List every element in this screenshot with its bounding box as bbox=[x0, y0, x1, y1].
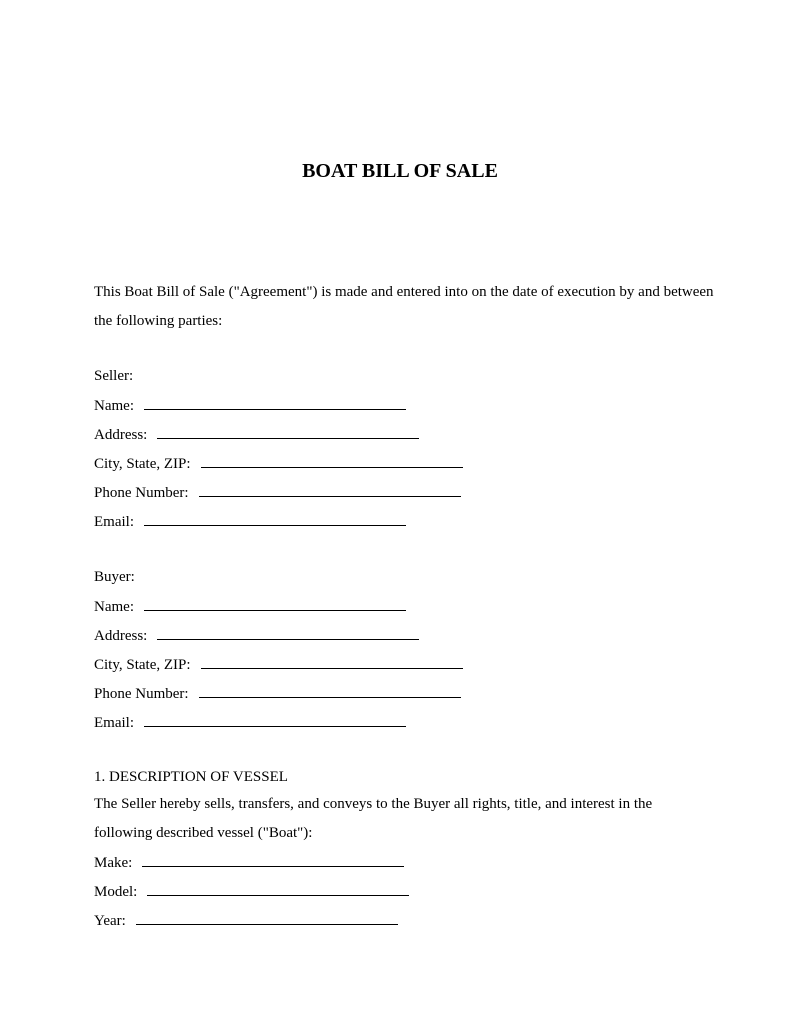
buyer-address-row bbox=[94, 625, 419, 646]
seller-name-row bbox=[94, 395, 406, 416]
buyer-name-row bbox=[94, 596, 406, 617]
seller-heading: Seller: bbox=[94, 368, 134, 384]
document-title: BOAT BILL OF SALE bbox=[302, 160, 498, 182]
boat-year-row bbox=[94, 910, 398, 931]
intro-paragraph: This Boat Bill of Sale ("Agreement") is made and entered into on the date of execution by and between the following parties: bbox=[94, 284, 714, 329]
boat-model-label: Model: bbox=[94, 884, 138, 900]
boat-make-row bbox=[94, 852, 404, 873]
buyer-city-state-zip-label: City, State, ZIP: bbox=[94, 657, 191, 673]
seller-email-label: Email: bbox=[94, 514, 134, 530]
buyer-email-label: Email: bbox=[94, 715, 134, 731]
buyer-address-field[interactable] bbox=[157, 625, 419, 640]
seller-address-row bbox=[94, 424, 419, 445]
boat-model-field[interactable] bbox=[147, 881, 409, 896]
buyer-email-row bbox=[94, 712, 406, 733]
seller-phone-row bbox=[94, 482, 461, 503]
buyer-heading: Buyer: bbox=[94, 569, 135, 585]
seller-city-state-zip-field[interactable] bbox=[201, 453, 463, 468]
buyer-city-state-zip-field[interactable] bbox=[201, 654, 463, 669]
buyer-email-field[interactable] bbox=[144, 712, 406, 727]
seller-city-state-zip-row bbox=[94, 453, 463, 474]
buyer-name-label: Name: bbox=[94, 599, 134, 615]
boat-year-field[interactable] bbox=[136, 910, 398, 925]
buyer-name-field[interactable] bbox=[144, 596, 406, 611]
seller-phone-label: Phone Number: bbox=[94, 485, 189, 501]
seller-city-state-zip-label: City, State, ZIP: bbox=[94, 456, 191, 472]
section-1-heading: 1. DESCRIPTION OF VESSEL bbox=[94, 769, 288, 785]
boat-make-label: Make: bbox=[94, 855, 133, 871]
seller-address-label: Address: bbox=[94, 427, 148, 443]
buyer-phone-field[interactable] bbox=[199, 683, 461, 698]
seller-email-field[interactable] bbox=[144, 511, 406, 526]
buyer-address-label: Address: bbox=[94, 628, 148, 644]
section-1-paragraph: The Seller hereby sells, transfers, and conveys to the Buyer all rights, title, and interest in the following described vessel ("Boat"): bbox=[94, 796, 653, 841]
boat-make-field[interactable] bbox=[142, 852, 404, 867]
seller-name-field[interactable] bbox=[144, 395, 406, 410]
seller-email-row bbox=[94, 511, 406, 532]
buyer-city-state-zip-row bbox=[94, 654, 463, 675]
boat-year-label: Year: bbox=[94, 913, 126, 929]
buyer-phone-label: Phone Number: bbox=[94, 686, 189, 702]
boat-model-row bbox=[94, 881, 409, 902]
seller-phone-field[interactable] bbox=[199, 482, 461, 497]
buyer-phone-row bbox=[94, 683, 461, 704]
seller-address-field[interactable] bbox=[157, 424, 419, 439]
seller-name-label: Name: bbox=[94, 398, 134, 414]
